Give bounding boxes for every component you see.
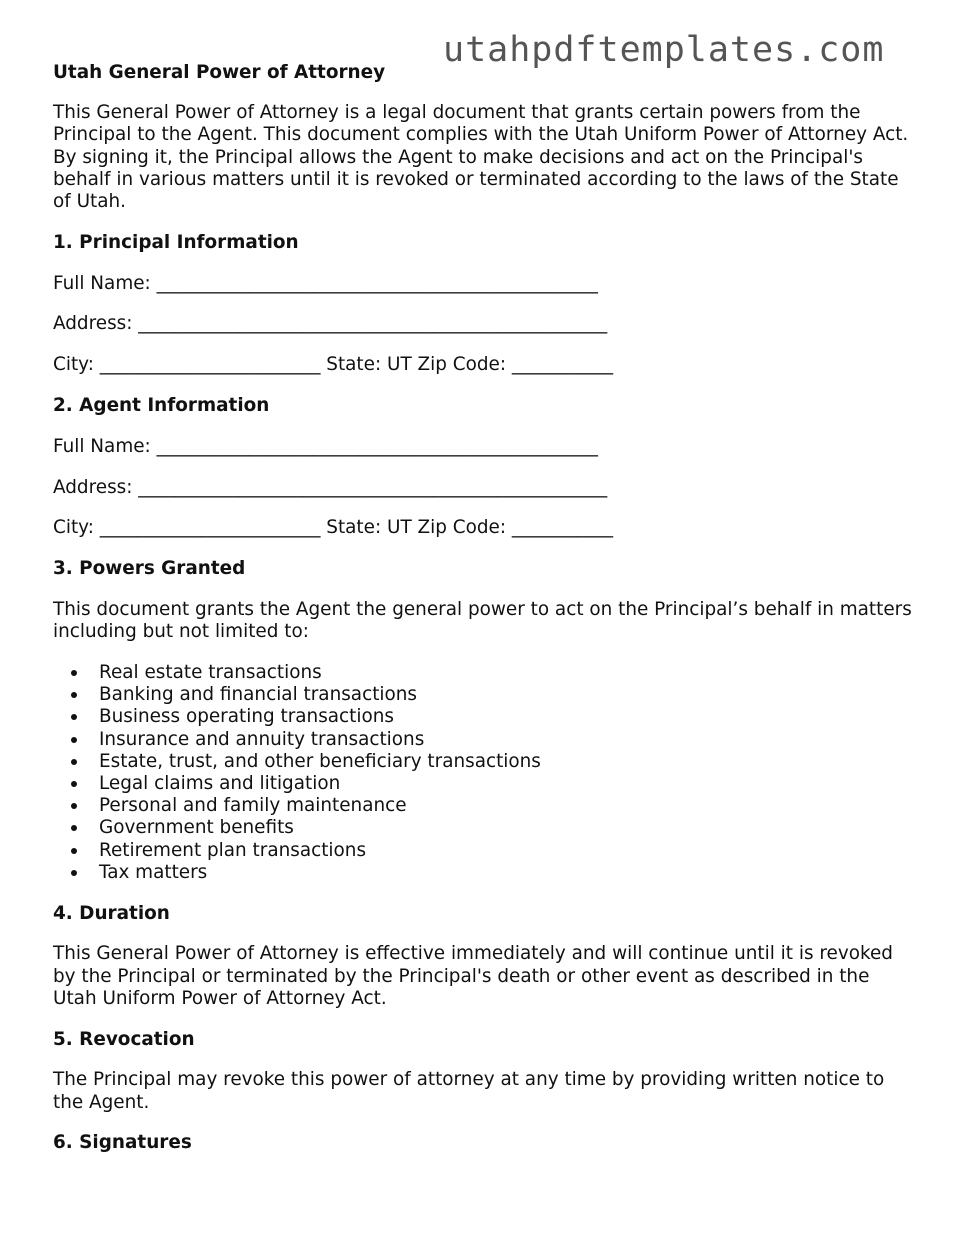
list-item: Personal and family maintenance [99,795,913,817]
list-item: Legal claims and litigation [99,773,913,795]
agent-heading: 2. Agent Information [53,395,270,416]
revocation-heading: 5. Revocation [53,1028,195,1050]
principal-full-name-field[interactable]: Full Name: ________________________________________________ [53,272,598,294]
agent-full-name-field[interactable]: Full Name: ________________________________________________ [53,435,598,457]
document-body [53,62,913,1173]
principal-city-state-zip-field[interactable]: City: ________________________ State: UT Zip Code: ___________ [53,354,614,376]
list-item: Retirement plan transactions [99,840,913,862]
signatures-heading: 6. Signatures [53,1132,192,1154]
list-item: Business operating transactions [99,706,913,728]
principal-heading: 1. Principal Information [53,231,299,253]
list-item: Estate, trust, and other beneficiary transactions [99,751,913,773]
list-item: Government benefits [99,817,913,839]
list-item: Real estate transactions [99,662,913,684]
principal-address-field[interactable]: Address: ___________________________________________________ [53,313,608,335]
revocation-text: The Principal may revoke this power of attorney at any time by providing written notice to the Agent. [53,1069,885,1113]
duration-heading: 4. Duration [53,902,170,924]
powers-intro: This document grants the Agent the general power to act on the Principal’s behalf in matters including but not limited to: [53,598,912,643]
document-title: Utah General Power of Attorney [53,62,386,83]
list-item: Banking and financial transactions [99,684,913,706]
list-item: Insurance and annuity transactions [99,729,913,751]
powers-list [53,662,913,884]
agent-address-field[interactable]: Address: ___________________________________________________ [53,476,608,498]
site-watermark: utahpdftemplates.com [443,30,885,70]
duration-text: This General Power of Attorney is effective immediately and will continue until it is revoked by the Principal or terminated by the Principal's death or other event as described in the Utah Uniform Power of Attorney Act. [53,943,893,1009]
powers-heading: 3. Powers Granted [53,558,246,580]
list-item: Tax matters [99,862,913,884]
agent-city-state-zip-field[interactable]: City: ________________________ State: UT Zip Code: ___________ [53,517,614,539]
intro-paragraph: This General Power of Attorney is a legal document that grants certain powers from the Principal to the Agent. This document complies with the Utah Uniform Power of Attorney Act. By signing it, the Principal allows the Agent to make decisions and act on the Principal's behalf in various matters until it is revoked or terminated according to the laws of the State of Utah. [53,102,909,213]
